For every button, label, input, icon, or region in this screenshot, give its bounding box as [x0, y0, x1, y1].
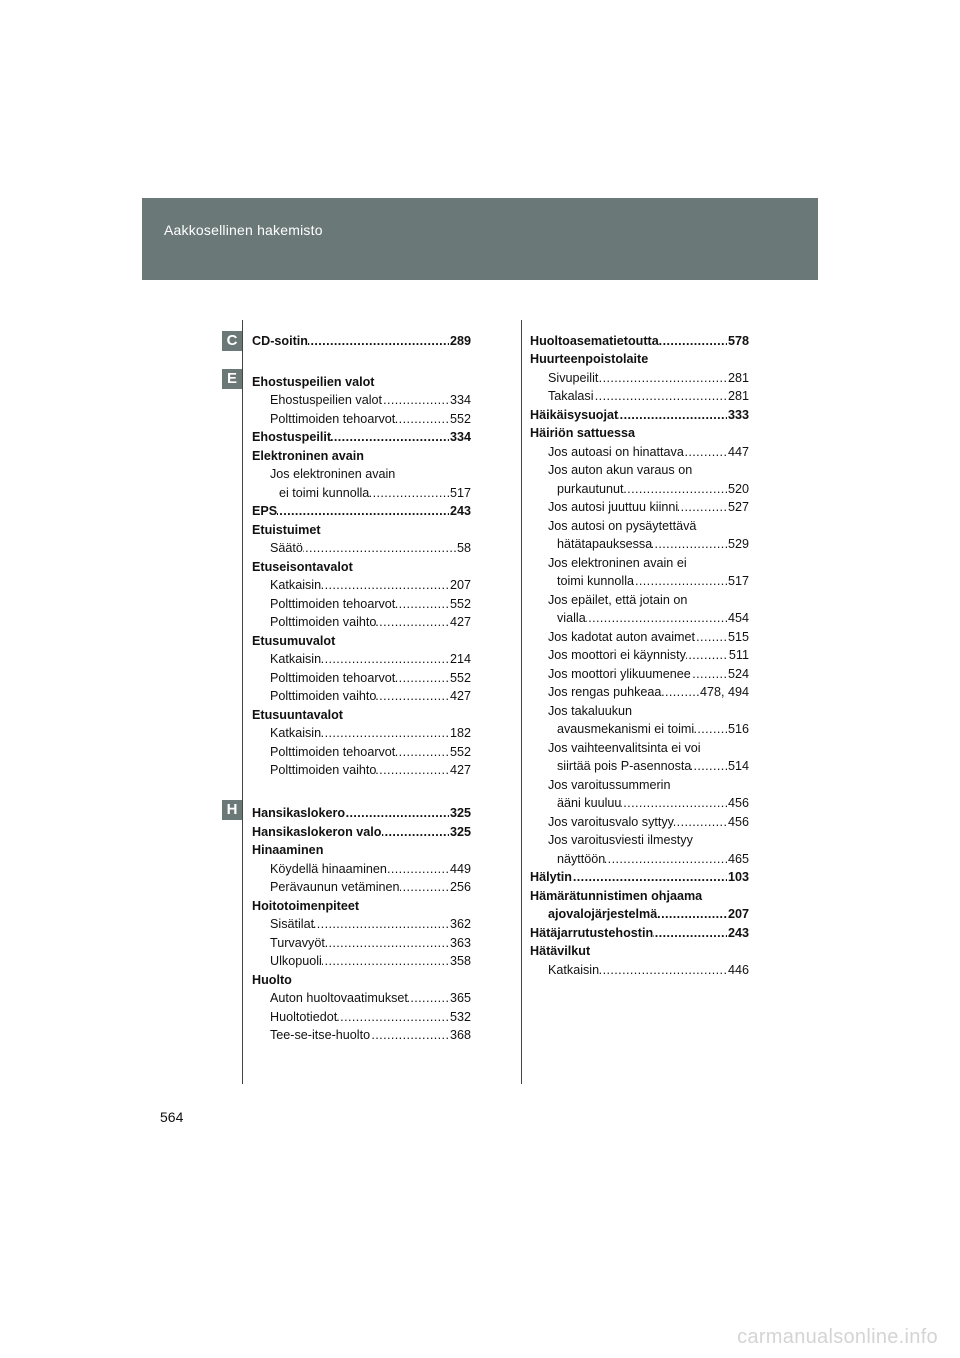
entry-term: ..... siirtää pois P-asennosta	[557, 759, 692, 773]
entry-page: 529	[727, 537, 749, 551]
index-heading	[530, 406, 749, 424]
entry-term: ..... EPS	[252, 504, 278, 518]
entry-page: 334	[449, 393, 471, 407]
index-entry	[270, 724, 471, 742]
index-heading	[252, 558, 471, 576]
entry-term: ..... Katkaisin	[270, 578, 322, 592]
entry-term: ..... Polttimoiden tehoarvot	[270, 745, 396, 759]
index-heading	[252, 502, 471, 520]
index-heading	[252, 706, 471, 724]
entry-term: ..... Polttimoiden tehoarvot	[270, 671, 396, 685]
index-entry	[270, 465, 471, 483]
entry-page: 365	[449, 991, 471, 1005]
entry-term: ..... Hätäjarrutustehostin	[530, 926, 654, 940]
index-heading	[252, 823, 471, 841]
entry-term: ..... toimi kunnolla	[557, 574, 635, 588]
right-column-rule	[521, 320, 522, 1084]
entry-term: Jos vaihteenvalitsinta ei voi	[548, 741, 701, 755]
entry-page: 478, 494	[699, 685, 749, 699]
entry-page: 520	[727, 482, 749, 496]
index-entry	[270, 989, 471, 1007]
index-entry	[548, 831, 749, 849]
entry-term: ..... Huoltoasematietoutta	[530, 334, 659, 348]
index-entry	[557, 609, 749, 627]
index-entry	[270, 669, 471, 687]
index-entry	[548, 683, 749, 701]
index-heading	[252, 804, 471, 822]
index-heading	[548, 905, 749, 923]
entry-term: ..... Polttimoiden tehoarvot	[270, 597, 396, 611]
entry-page: 207	[449, 578, 471, 592]
index-heading	[530, 332, 749, 350]
entry-page: 182	[449, 726, 471, 740]
entry-term: ..... Hansikaslokero	[252, 806, 346, 820]
entry-term: Jos elektroninen avain	[270, 467, 396, 481]
index-entry	[548, 813, 749, 831]
index-entry	[548, 443, 749, 461]
index-entry	[270, 1026, 471, 1044]
index-entry	[557, 535, 749, 553]
section-title: Aakkosellinen hakemisto	[164, 222, 323, 238]
entry-page: 427	[449, 615, 471, 629]
index-entry	[557, 757, 749, 775]
entry-page: 58	[456, 541, 471, 555]
entry-page: 517	[727, 574, 749, 588]
entry-term: ..... Tee-se-itse-huolto	[270, 1028, 371, 1042]
entry-page: 289	[449, 334, 471, 348]
entry-term: Jos elektroninen avain ei	[548, 556, 687, 570]
entry-page: 243	[449, 504, 471, 518]
index-entry	[557, 480, 749, 498]
index-entry	[270, 860, 471, 878]
index-entry	[548, 591, 749, 609]
entry-term: ..... Perävaunun vetäminen	[270, 880, 400, 894]
entry-page: 454	[727, 611, 749, 625]
entry-page: 524	[727, 667, 749, 681]
entry-page: 427	[449, 689, 471, 703]
index-entry	[548, 517, 749, 535]
index-heading	[530, 942, 749, 960]
index-entry	[270, 410, 471, 428]
index-entry	[270, 613, 471, 631]
index-entry	[548, 776, 749, 794]
entry-term: ..... Polttimoiden vaihto	[270, 763, 377, 777]
index-entry	[548, 961, 749, 979]
entry-term: ..... Takalasi	[548, 389, 594, 403]
watermark: carmanualsonline.info	[737, 1326, 938, 1348]
entry-term: ..... Ehostuspeilit	[252, 430, 332, 444]
entry-page: 103	[727, 870, 749, 884]
entry-page: 243	[727, 926, 749, 940]
entry-page: 515	[727, 630, 749, 644]
letter-marker-e: E	[222, 369, 242, 389]
index-entry	[548, 461, 749, 479]
index-heading	[252, 971, 471, 989]
entry-term: ..... CD-soitin	[252, 334, 308, 348]
entry-page: 456	[727, 815, 749, 829]
entry-term: Hämärätunnistimen ohjaama	[530, 889, 703, 903]
entry-page: 446	[727, 963, 749, 977]
entry-term: Häiriön sattuessa	[530, 426, 635, 440]
index-entry	[270, 650, 471, 668]
entry-term: ..... Jos autosi juuttuu kiinni	[548, 500, 679, 514]
entry-term: ..... ajovalojärjestelmä	[548, 907, 658, 921]
entry-term: Hätävilkut	[530, 944, 591, 958]
index-entry	[548, 702, 749, 720]
entry-term: Hoitotoimenpiteet	[252, 899, 360, 913]
entry-page: 465	[727, 852, 749, 866]
entry-page: 281	[727, 371, 749, 385]
index-entry	[270, 743, 471, 761]
entry-term: Jos auton akun varaus on	[548, 463, 693, 477]
entry-page: 334	[449, 430, 471, 444]
entry-term: ..... Köydellä hinaaminen	[270, 862, 387, 876]
entry-term: ..... Katkaisin	[270, 726, 322, 740]
index-entry	[548, 646, 749, 664]
entry-term: Elektroninen avain	[252, 449, 364, 463]
entry-term: Huolto	[252, 973, 292, 987]
entry-page: 578	[727, 334, 749, 348]
index-entry	[548, 739, 749, 757]
entry-term: ..... Sivupeilit	[548, 371, 599, 385]
entry-page: 552	[449, 597, 471, 611]
entry-term: ..... Jos moottori ylikuumenee	[548, 667, 691, 681]
entry-page: 517	[449, 486, 471, 500]
entry-term: ..... Polttimoiden tehoarvot	[270, 412, 396, 426]
index-heading	[252, 632, 471, 650]
entry-term: Etuseisontavalot	[252, 560, 353, 574]
index-heading	[252, 521, 471, 539]
index-entry	[557, 794, 749, 812]
index-entry	[270, 761, 471, 779]
entry-term: ..... Jos moottori ei käynnisty	[548, 648, 686, 662]
index-heading	[252, 373, 471, 391]
entry-term: Jos autosi on pysäytettävä	[548, 519, 697, 533]
entry-page: 516	[727, 722, 749, 736]
index-entry	[270, 952, 471, 970]
entry-page: 552	[449, 412, 471, 426]
entry-page: 447	[727, 445, 749, 459]
index-entry	[270, 595, 471, 613]
index-entry	[548, 665, 749, 683]
entry-term: ..... Turvavyöt	[270, 936, 325, 950]
entry-term: ..... Ehostuspeilien valot	[270, 393, 383, 407]
index-entry	[557, 720, 749, 738]
entry-term: ..... Katkaisin	[270, 652, 322, 666]
index-heading	[252, 428, 471, 446]
page-number: 564	[160, 1109, 184, 1125]
entry-page: 527	[727, 500, 749, 514]
entry-term: Ehostuspeilien valot	[252, 375, 375, 389]
letter-marker-h: H	[222, 800, 242, 820]
section-header	[142, 198, 818, 280]
index-entry	[548, 369, 749, 387]
entry-page: 207	[727, 907, 749, 921]
entry-page: 256	[449, 880, 471, 894]
entry-term: Jos epäilet, että jotain on	[548, 593, 688, 607]
entry-term: Jos varoitusviesti ilmestyy	[548, 833, 693, 847]
entry-page: 214	[449, 652, 471, 666]
index-heading	[530, 887, 749, 905]
entry-term: Huurteenpoistolaite	[530, 352, 649, 366]
entry-term: Etuistuimet	[252, 523, 321, 537]
left-column-rule	[242, 320, 243, 1084]
index-heading	[530, 350, 749, 368]
index-entry	[270, 1008, 471, 1026]
entry-term: ..... Auton huoltovaatimukset	[270, 991, 408, 1005]
entry-page: 368	[449, 1028, 471, 1042]
index-entry	[548, 554, 749, 572]
entry-page: 456	[727, 796, 749, 810]
index-entry	[270, 915, 471, 933]
index-heading	[252, 332, 471, 350]
index-entry	[548, 628, 749, 646]
entry-term: Hinaaminen	[252, 843, 324, 857]
entry-term: ..... vialla	[557, 611, 586, 625]
entry-term: ..... Hansikaslokeron valo	[252, 825, 382, 839]
index-heading	[252, 841, 471, 859]
index-heading	[530, 924, 749, 942]
entry-term: Jos takaluukun	[548, 704, 633, 718]
index-heading	[530, 868, 749, 886]
index-entry	[279, 484, 471, 502]
entry-term: ..... avausmekanismi ei toimi	[557, 722, 695, 736]
entry-term: Jos varoitussummerin	[548, 778, 671, 792]
entry-page: 362	[449, 917, 471, 931]
entry-term: Etusumuvalot	[252, 634, 336, 648]
letter-marker-c: C	[222, 331, 242, 351]
entry-term: ..... Polttimoiden vaihto	[270, 615, 377, 629]
entry-term: ..... Sisätilat	[270, 917, 315, 931]
entry-page: 358	[449, 954, 471, 968]
entry-page: 514	[727, 759, 749, 773]
entry-term: ..... Jos varoitusvalo syttyy	[548, 815, 674, 829]
index-entry	[270, 687, 471, 705]
entry-term: ..... Jos rengas puhkeaa	[548, 685, 662, 699]
entry-page: 325	[449, 806, 471, 820]
entry-term: ..... ääni kuuluu	[557, 796, 622, 810]
index-entry	[270, 878, 471, 896]
entry-page: 333	[727, 408, 749, 422]
index-entry	[548, 498, 749, 516]
index-entry	[557, 572, 749, 590]
entry-page: 532	[449, 1010, 471, 1024]
entry-term: ..... ei toimi kunnolla	[279, 486, 370, 500]
entry-term: ..... Säätö	[270, 541, 303, 555]
index-heading	[252, 447, 471, 465]
index-heading	[530, 424, 749, 442]
entry-page: 325	[449, 825, 471, 839]
index-entry	[270, 934, 471, 952]
index-heading	[252, 897, 471, 915]
entry-term: ..... Jos kadotat auton avaimet	[548, 630, 696, 644]
index-entry	[557, 850, 749, 868]
entry-term: ..... Ulkopuoli	[270, 954, 322, 968]
entry-page: 552	[449, 745, 471, 759]
entry-term: ..... näyttöön	[557, 852, 606, 866]
entry-page: 363	[449, 936, 471, 950]
entry-term: ..... Häikäisysuojat	[530, 408, 619, 422]
entry-term: ..... Hälytin	[530, 870, 572, 884]
entry-page: 552	[449, 671, 471, 685]
index-entry	[548, 387, 749, 405]
entry-term: ..... Jos autoasi on hinattava	[548, 445, 684, 459]
entry-term: ..... Huoltotiedot	[270, 1010, 338, 1024]
index-entry	[270, 576, 471, 594]
index-entry	[270, 391, 471, 409]
entry-page: 511	[728, 648, 749, 662]
entry-term: ..... hätätapauksessa	[557, 537, 653, 551]
entry-term: ..... Katkaisin	[548, 963, 600, 977]
entry-page: 281	[727, 389, 749, 403]
entry-page: 449	[449, 862, 471, 876]
entry-term: Etusuuntavalot	[252, 708, 343, 722]
index-entry	[270, 539, 471, 557]
entry-page: 427	[449, 763, 471, 777]
entry-term: ..... Polttimoiden vaihto	[270, 689, 377, 703]
entry-term: ..... purkautunut	[557, 482, 624, 496]
